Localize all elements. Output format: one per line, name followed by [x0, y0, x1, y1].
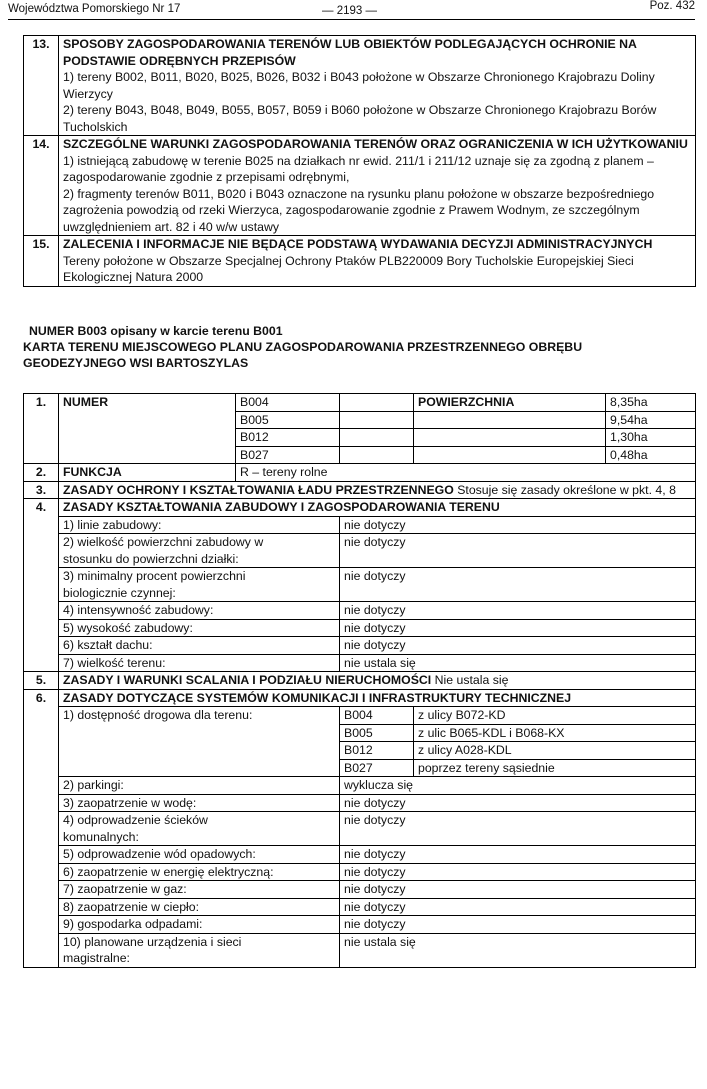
item-label: 8) zaopatrzenie w ciepło:	[59, 898, 340, 916]
item-value: nie dotyczy	[340, 516, 696, 534]
position-number: Poz. 432	[649, 0, 695, 12]
row-title: ZASADY DOTYCZĄCE SYSTEMÓW KOMUNIKACJI I INFRASTRUKTURY TECHNICZNEJ	[59, 689, 696, 707]
row-content	[59, 672, 696, 690]
row-number: 2.	[24, 464, 59, 482]
access-road: z ulicy A028-KDL	[414, 742, 696, 760]
table-row	[24, 394, 696, 412]
item-label: 6) kształt dachu:	[59, 637, 340, 655]
table-row	[24, 812, 696, 846]
parcel-area: 0,48ha	[606, 446, 696, 464]
number-note: NUMER B003 opisany w karcie terenu B001	[29, 324, 283, 338]
row-content	[59, 481, 696, 499]
empty-cell	[414, 429, 606, 447]
table-row	[24, 236, 696, 287]
row-title: ZASADY OCHRONY I KSZTAŁTOWANIA ŁADU PRZESTRZENNEGO	[63, 482, 454, 497]
row-line: 2) fragmenty terenów B011, B020 i B043 oznaczone na rysunku planu położone w obszarze bezpośredniego zagrożenia powodzią od rzeki Wierzyca, zagospodarowanie zgodnie z Prawem Wodnym, ze szczególnym uwzględnieniem art. 82 i 40 w/w ustawy	[63, 186, 655, 234]
item-value: nie dotyczy	[340, 898, 696, 916]
item-label-text: 2) wielkość powierzchni zabudowy w stosunku do powierzchni działki:	[63, 535, 264, 566]
row-label: NUMER	[59, 394, 236, 464]
row-content	[59, 236, 696, 287]
item-label: 1) linie zabudowy:	[59, 516, 340, 534]
table-row	[24, 619, 696, 637]
item-label: 5) odprowadzenie wód opadowych:	[59, 846, 340, 864]
item-label: 5) wysokość zabudowy:	[59, 619, 340, 637]
row-line: 1) tereny B002, B011, B020, B025, B026, B032 i B043 położone w Obszarze Chronionego Krajobrazu Doliny Wierzycy	[63, 70, 655, 101]
item-label: 7) zaopatrzenie w gaz:	[59, 881, 340, 899]
table-row	[24, 602, 696, 620]
item-label	[59, 534, 340, 568]
parcel-id: B005	[236, 411, 340, 429]
item-label-text: 4) odprowadzenie ścieków komunalnych:	[63, 813, 208, 844]
table-row	[24, 568, 696, 602]
item-value: wyklucza się	[340, 777, 696, 795]
empty-cell	[340, 411, 414, 429]
table-row	[24, 707, 696, 725]
item-value: nie ustala się	[340, 654, 696, 672]
card-title: KARTA TERENU MIEJSCOWEGO PLANU ZAGOSPODAROWANIA PRZESTRZENNEGO OBRĘBU	[23, 340, 583, 354]
access-parcel-id: B005	[340, 724, 414, 742]
row-content	[59, 36, 696, 136]
row-text: Stosuje się zasady określone w pkt. 4, 8	[453, 482, 676, 497]
access-road: poprzez tereny sąsiednie	[414, 759, 696, 777]
table-row	[24, 916, 696, 934]
item-label	[59, 568, 340, 602]
empty-cell	[414, 446, 606, 464]
item-label: 7) wielkość terenu:	[59, 654, 340, 672]
empty-cell	[340, 394, 414, 412]
empty-cell	[414, 411, 606, 429]
item-value: nie ustala się	[340, 933, 696, 967]
section-headings	[23, 323, 582, 371]
table-row	[24, 933, 696, 967]
table-row	[24, 846, 696, 864]
row-number: 13.	[24, 36, 59, 136]
row-line: 1) istniejącą zabudowę w terenie B025 na działkach nr ewid. 211/1 i 211/12 uznaje się za zgodną z planem – zagospodarowanie zgodnie z przepisami odrębnymi,	[63, 153, 654, 184]
item-value: nie dotyczy	[340, 863, 696, 881]
row-label: FUNKCJA	[59, 464, 236, 482]
card-title-cont: GEODEZYJNEGO WSI BARTOSZYLAS	[23, 356, 249, 370]
page-number: — 2193 —	[322, 5, 377, 17]
table-row	[24, 794, 696, 812]
item-label	[59, 812, 340, 846]
area-label: POWIERZCHNIA	[414, 394, 606, 412]
item-value: nie dotyczy	[340, 812, 696, 846]
row-title: ZASADY I WARUNKI SCALANIA I PODZIAŁU NIERUCHOMOŚCI	[63, 673, 432, 687]
item-value: nie dotyczy	[340, 881, 696, 899]
row-title: ZALECENIA I INFORMACJE NIE BĘDĄCE PODSTAWĄ WYDAWANIA DECYZJI ADMINISTRACYJNYCH	[63, 237, 653, 251]
row-title: ZASADY KSZTAŁTOWANIA ZABUDOWY I ZAGOSPODAROWANIA TERENU	[59, 499, 696, 517]
row-number: 4.	[24, 499, 59, 672]
table-row	[24, 777, 696, 795]
row-number: 14.	[24, 136, 59, 236]
row-number: 3.	[24, 481, 59, 499]
row-line: 2) tereny B043, B048, B049, B055, B057, B059 i B060 położone w Obszarze Chronionego Krajobrazu Borów Tucholskich	[63, 103, 657, 134]
page-header	[0, 0, 707, 22]
table-row	[24, 863, 696, 881]
empty-cell	[340, 446, 414, 464]
row-text: Nie ustala się	[431, 673, 509, 687]
land-card-table	[23, 393, 696, 968]
row-title: SZCZEGÓLNE WARUNKI ZAGOSPODAROWANIA TERENÓW ORAZ OGRANICZENIA W ICH UŻYTKOWANIU	[63, 137, 688, 151]
table-row	[24, 464, 696, 482]
row-number: 6.	[24, 689, 59, 967]
row-text: Tereny położone w Obszarze Specjalnej Ochrony Ptaków PLB220009 Bory Tucholskie Europejskiej Sieci Ekologicznej Natura 2000	[63, 253, 634, 284]
item-value: nie dotyczy	[340, 602, 696, 620]
access-parcel-id: B027	[340, 759, 414, 777]
table-row	[24, 499, 696, 517]
access-road: z ulicy B072-KD	[414, 707, 696, 725]
access-parcel-id: B012	[340, 742, 414, 760]
item-value: nie dotyczy	[340, 637, 696, 655]
table-row	[24, 534, 696, 568]
item-label: 1) dostępność drogowa dla terenu:	[59, 707, 340, 777]
parcel-id: B004	[236, 394, 340, 412]
item-value: nie dotyczy	[340, 794, 696, 812]
row-content	[59, 136, 696, 236]
item-value: nie dotyczy	[340, 916, 696, 934]
table-row	[24, 672, 696, 690]
parcel-area: 1,30ha	[606, 429, 696, 447]
parcel-area: 9,54ha	[606, 411, 696, 429]
plan-table-continued	[23, 35, 696, 287]
item-label: 2) parkingi:	[59, 777, 340, 795]
function-value: R – tereny rolne	[236, 464, 696, 482]
item-label	[59, 933, 340, 967]
table-row	[24, 689, 696, 707]
row-title: SPOSOBY ZAGOSPODAROWANIA TERENÓW LUB OBIEKTÓW PODLEGAJĄCYCH OCHRONIE NA PODSTAWIE ODRĘBNYCH PRZEPISÓW	[63, 37, 637, 68]
table-row	[24, 898, 696, 916]
item-value: nie dotyczy	[340, 619, 696, 637]
table-row	[24, 136, 696, 236]
item-value: nie dotyczy	[340, 846, 696, 864]
item-label-text: 10) planowane urządzenia i sieci magistralne:	[63, 934, 242, 965]
parcel-id: B012	[236, 429, 340, 447]
item-label: 4) intensywność zabudowy:	[59, 602, 340, 620]
table-row	[24, 516, 696, 534]
table-row	[24, 881, 696, 899]
table-row	[24, 654, 696, 672]
item-label-text: 3) minimalny procent powierzchni biologicznie czynnej:	[63, 569, 246, 600]
item-label: 9) gospodarka odpadami:	[59, 916, 340, 934]
row-number: 1.	[24, 394, 59, 464]
access-parcel-id: B004	[340, 707, 414, 725]
header-rule	[8, 19, 695, 20]
item-label: 3) zaopatrzenie w wodę:	[59, 794, 340, 812]
empty-cell	[340, 429, 414, 447]
item-value: nie dotyczy	[340, 568, 696, 602]
table-row	[24, 481, 696, 499]
item-value: nie dotyczy	[340, 534, 696, 568]
row-number: 5.	[24, 672, 59, 690]
table-row	[24, 36, 696, 136]
row-number: 15.	[24, 236, 59, 287]
item-label: 6) zaopatrzenie w energię elektryczną:	[59, 863, 340, 881]
parcel-area: 8,35ha	[606, 394, 696, 412]
table-row	[24, 637, 696, 655]
journal-name: Województwa Pomorskiego Nr 17	[8, 3, 181, 15]
access-road: z ulic B065-KDL i B068-KX	[414, 724, 696, 742]
parcel-id: B027	[236, 446, 340, 464]
